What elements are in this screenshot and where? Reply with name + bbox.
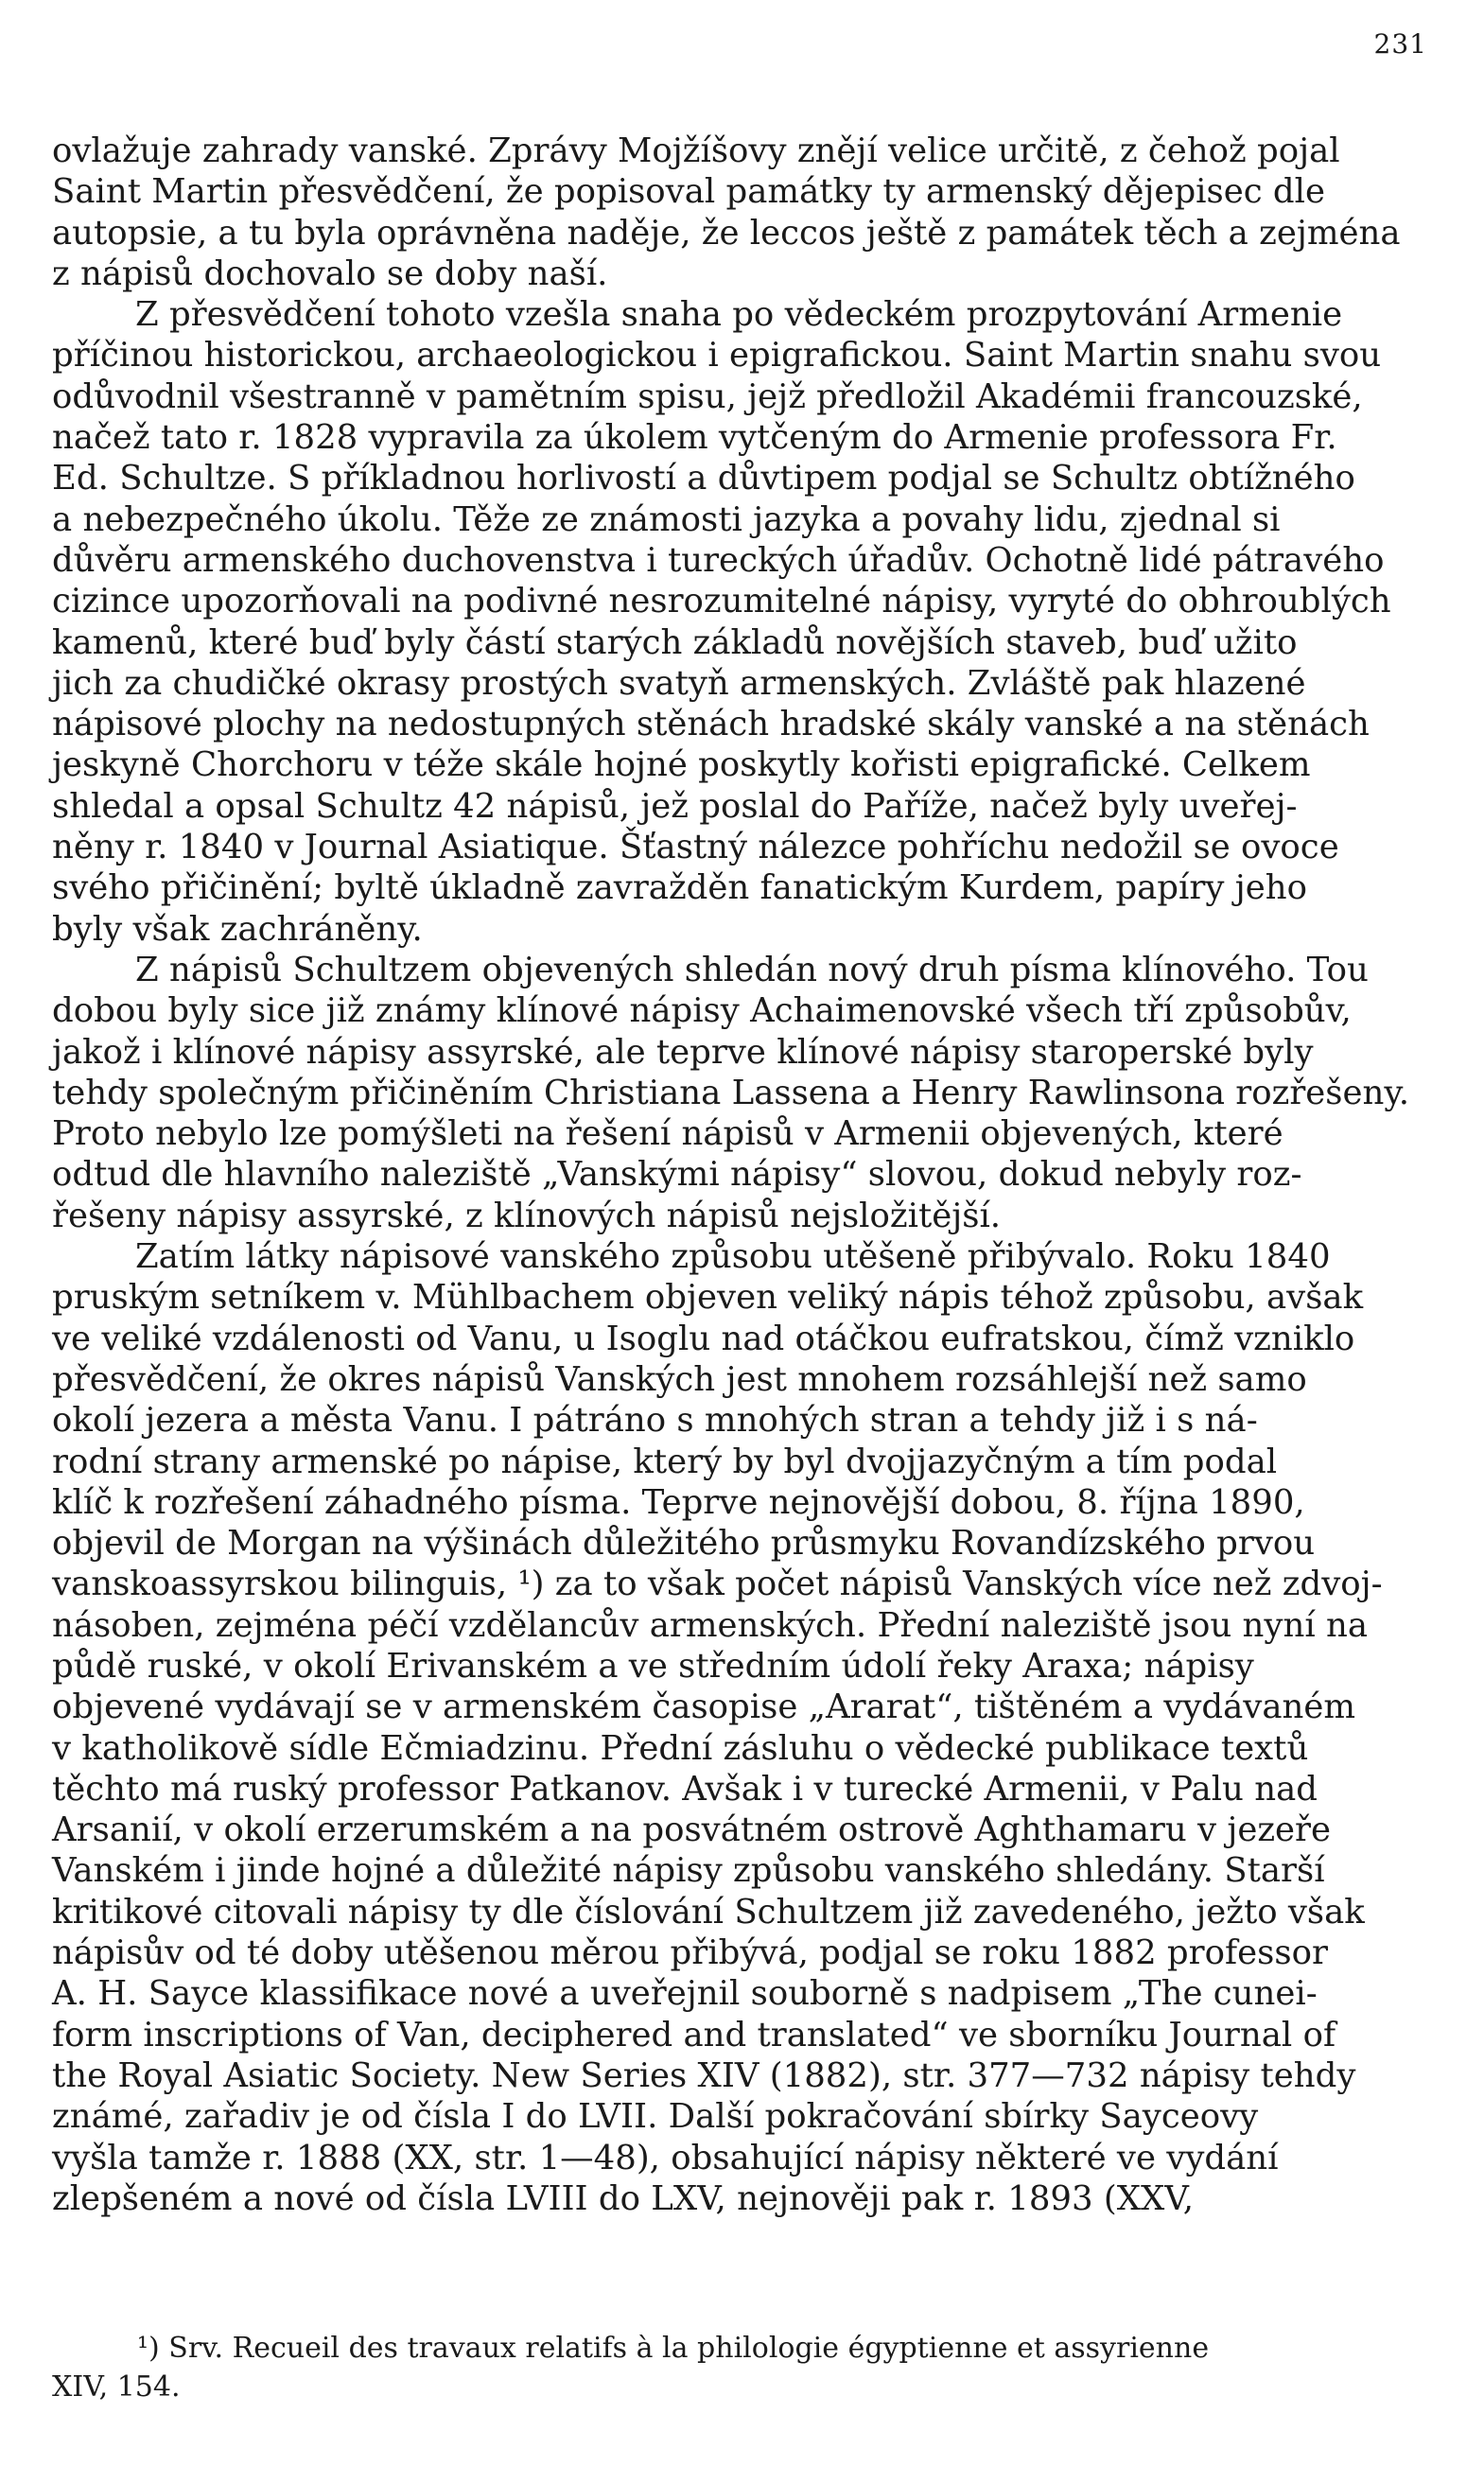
text-line: přesvědčení, že okres nápisů Vanských jest mnohem rozsáhlejší než samo — [52, 1359, 1307, 1399]
text-line: a nebezpečného úkolu. Těže ze známosti jazyka a povahy lidu, zjednal si — [52, 499, 1281, 539]
text-line: Saint Martin přesvědčení, že popisoval památky ty armenský dějepisec dle — [52, 172, 1326, 212]
text-line: tehdy společným přičiněním Christiana Lassena a Henry Rawlinsona rozřešeny. — [52, 1073, 1410, 1112]
text-line: půdě ruské, v okolí Erivanském a ve středním údolí řeky Araxa; nápisy — [52, 1646, 1254, 1686]
text-line: kamenů, které buď byly částí starých základů novějších staveb, buď užito — [52, 622, 1298, 662]
text-line: řešeny nápisy assyrské, z klínových nápisů nejsložitější. — [52, 1196, 1002, 1235]
text-line: ovlažuje zahrady vanské. Zprávy Mojžíšovy znějí velice určitě, z čehož pojal — [52, 131, 1340, 170]
footnote-line: XIV, 154. — [52, 2370, 181, 2404]
text-line: příčinou historickou, archaeologickou i epigrafickou. Saint Martin snahu svou — [52, 336, 1382, 376]
text-line: odůvodnil všestranně v pamětním spisu, jejž předložil Akadémii francouzské, — [52, 376, 1363, 416]
text-line: načež tato r. 1828 vypravila za úkolem vytčeným do Armenie professora Fr. — [52, 418, 1337, 458]
text-line: odtud dle hlavního naleziště „Vanskými nápisy“ slovou, dokud nebyly roz- — [52, 1155, 1302, 1195]
text-line: Ed. Schultze. S příkladnou horlivostí a důvtipem podjal se Schultz obtížného — [52, 459, 1355, 498]
text-line: jakož i klínové nápisy assyrské, ale teprve klínové nápisy staroperské byly — [52, 1032, 1314, 1072]
page-number: 231 — [1373, 28, 1427, 60]
text-line: okolí jezera a města Vanu. I pátráno s mnohých stran a tehdy již i s ná- — [52, 1401, 1258, 1441]
text-line: klíč k rozřešení záhadného písma. Teprve nejnovější dobou, 8. října 1890, — [52, 1482, 1305, 1522]
text-line: Proto nebylo lze pomýšleti na řešení nápisů v Armenii objevených, které — [52, 1114, 1283, 1154]
text-line: Zatím látky nápisové vanského způsobu utěšeně přibývalo. Roku 1840 — [135, 1237, 1331, 1277]
text-line: důvěru armenského duchovenstva i tureckých úřadův. Ochotně lidé pátravého — [52, 540, 1385, 580]
text-line: objevené vydávají se v armenském časopise „Ararat“, tištěném a vydávaném — [52, 1687, 1356, 1727]
body-text — [52, 131, 1429, 2219]
text-line: nápisův od té doby utěšenou měrou přibývá, podjal se roku 1882 professor — [52, 1933, 1328, 1973]
text-line: the Royal Asiatic Society. New Series XIV (1882), str. 377—732 nápisy tehdy — [52, 2055, 1356, 2095]
footnotes — [52, 2329, 1429, 2406]
text-line: zlepšeném a nové od čísla LVIII do LXV, nejnověji pak r. 1893 (XXV, — [52, 2178, 1194, 2218]
footnote-line: ¹) Srv. Recueil des travaux relatifs à la philologie égyptienne et assyrienne — [137, 2332, 1210, 2365]
text-line: autopsie, a tu byla oprávněna naděje, že leccos ještě z památek těch a zejména — [52, 213, 1401, 253]
text-line: Z nápisů Schultzem objevených shledán nový druh písma klínového. Tou — [135, 950, 1369, 989]
text-line: dobou byly sice již známy klínové nápisy Achaimenovské všech tří způsobův, — [52, 991, 1352, 1031]
text-line: v katholikově sídle Ečmiadzinu. Přední zásluhu o vědecké publikace textů — [52, 1728, 1309, 1768]
text-line: shledal a opsal Schultz 42 nápisů, jež poslal do Paříže, načež byly uveřej- — [52, 786, 1298, 826]
text-line: Arsanií, v okolí erzerumském a na posvátném ostrově Aghthamaru v jezeře — [52, 1810, 1332, 1850]
text-line: pruským setníkem v. Mühlbachem objeven veliký nápis téhož způsobu, avšak — [52, 1278, 1364, 1318]
text-line: nápisové plochy na nedostupných stěnách hradské skály vanské a na stěnách — [52, 705, 1370, 744]
text-line: svého přičinění; byltě úkladně zavražděn fanatickým Kurdem, papíry jeho — [52, 868, 1307, 908]
text-line: z nápisů dochovalo se doby naší. — [52, 254, 608, 293]
text-line: byly však zachráněny. — [52, 909, 423, 949]
text-line: Z přesvědčení tohoto vzešla snaha po vědeckém prozpytování Armenie — [135, 295, 1343, 335]
text-line: vyšla tamže r. 1888 (XX, str. 1—48), obsahující nápisy některé ve vydání — [52, 2138, 1279, 2177]
text-line: jich za chudičké okrasy prostých svatyň armenských. Zvláště pak hlazené — [52, 663, 1306, 703]
text-line: jeskyně Chorchoru v téže skále hojné poskytly kořisti epigrafické. Celkem — [52, 745, 1311, 785]
text-line: objevil de Morgan na výšinách důležitého průsmyku Rovandízského prvou — [52, 1524, 1316, 1564]
text-line: form inscriptions of Van, deciphered and translated“ ve sborníku Journal of — [52, 2015, 1336, 2055]
text-line: těchto má ruský professor Patkanov. Avšak i v turecké Armenii, v Palu nad — [52, 1769, 1318, 1809]
text-line: Vanském i jinde hojné a důležité nápisy způsobu vanského shledány. Starší — [52, 1851, 1325, 1891]
text-line: něny r. 1840 v Journal Asiatique. Šťastný nálezce pohříchu nedožil se ovoce — [52, 828, 1339, 867]
text-line: vanskoassyrskou bilinguis, ¹) za to však počet nápisů Vanských více než zdvoj- — [52, 1565, 1383, 1604]
text-line: násoben, zejména péčí vzdělancův armenských. Přední naleziště jsou nyní na — [52, 1605, 1368, 1645]
text-line: ve veliké vzdálenosti od Vanu, u Isoglu nad otáčkou eufratskou, čímž vzniklo — [52, 1319, 1355, 1358]
text-line: kritikové citovali nápisy ty dle číslování Schultzem již zavedeného, ježto však — [52, 1892, 1365, 1932]
text-line: A. H. Sayce klassifikace nové a uveřejnil souborně s nadpisem „The cunei- — [52, 1974, 1318, 2014]
text-line: známé, zařadiv je od čísla I do LVII. Další pokračování sbírky Sayceovy — [52, 2097, 1259, 2137]
text-line: cizince upozorňovali na podivné nesrozumitelné nápisy, vyryté do obhroublých — [52, 582, 1391, 621]
text-line: rodní strany armenské po nápise, který by byl dvojjazyčným a tím podal — [52, 1442, 1278, 1481]
